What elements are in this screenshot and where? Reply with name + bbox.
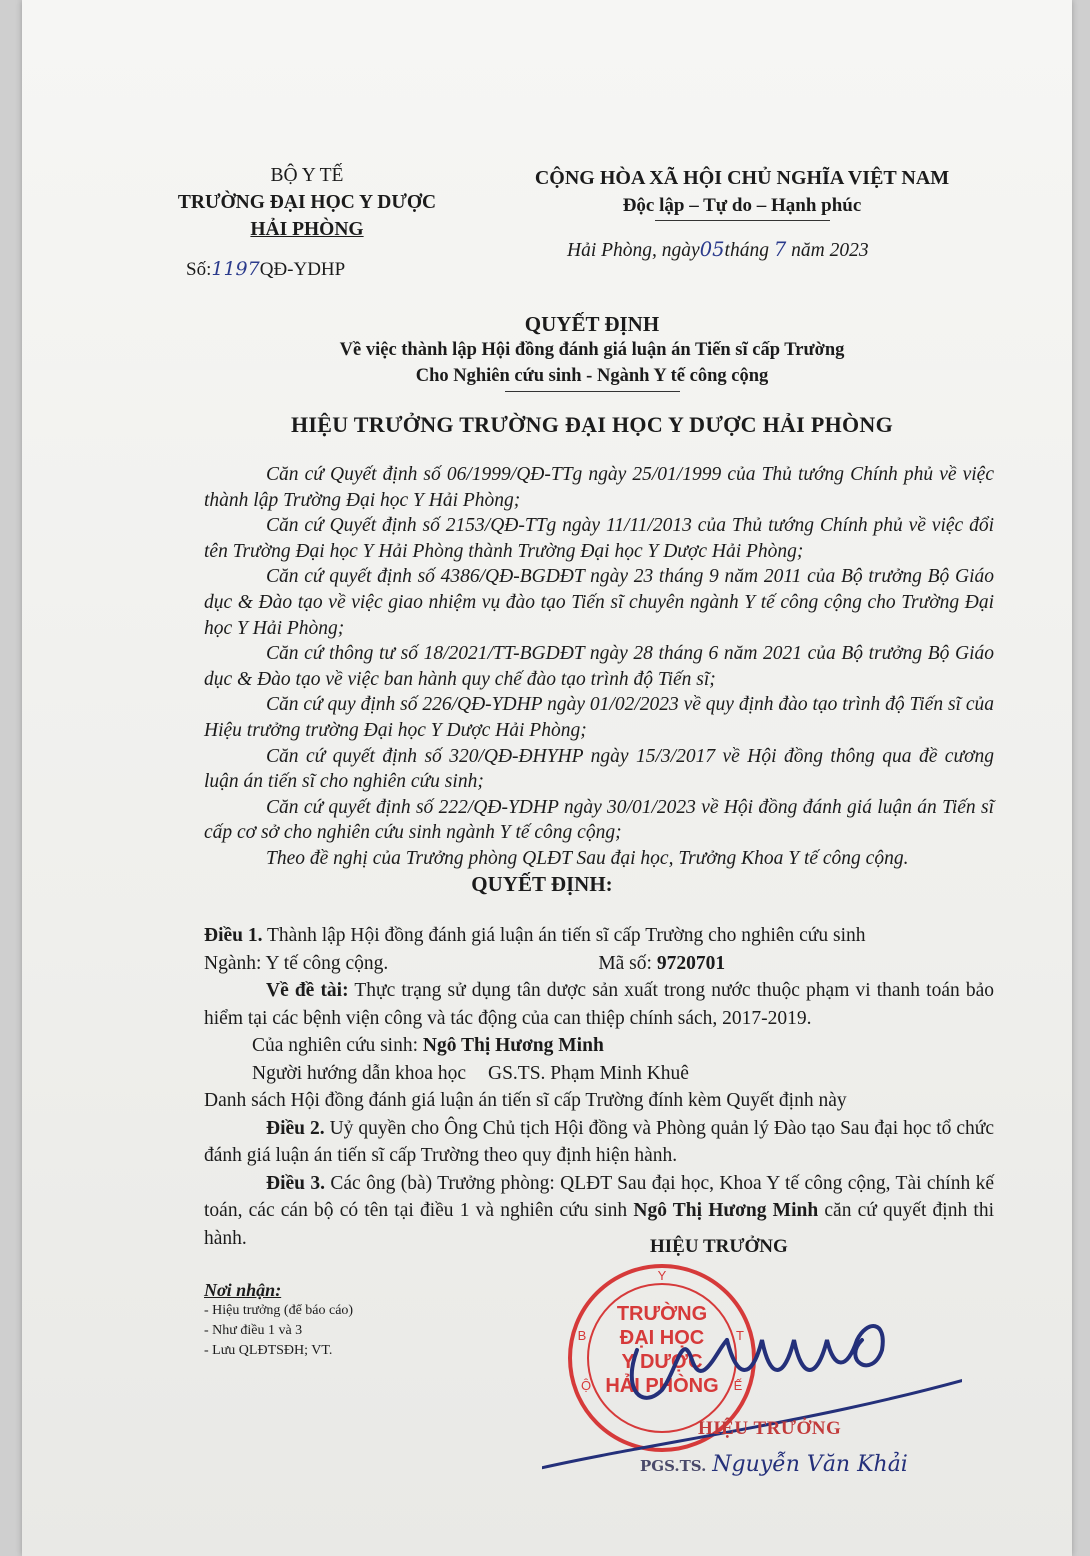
article-3-text: Các ông (bà) Trưởng phòng: QLĐT Sau đại học, Khoa Y tế công cộng, Tài chính kế toán, các cán bộ có tên tại điều 1 và nghiên cứu sinh xyxy=(204,1172,995,1221)
article-3-candidate: Ngô Thị Hương Minh xyxy=(633,1200,819,1221)
supervisor-label: Người hướng dẫn khoa học xyxy=(252,1062,466,1084)
school-name-line2: HẢI PHÒNG xyxy=(250,219,364,240)
school-name-line1: TRƯỜNG ĐẠI HỌC Y DƯỢC xyxy=(177,192,437,213)
legal-basis-item: Căn cứ quyết định số 320/QĐ-ĐHYHP ngày 15/3/2017 về Hội đồng thông qua đề cương luận án tiến sĩ cho nghiên cứu sinh; xyxy=(204,745,994,793)
candidate-name: Ngô Thị Hương Minh xyxy=(422,1035,604,1056)
svg-text:Y: Y xyxy=(657,1268,667,1283)
document-subject-line1: Về việc thành lập Hội đồng đánh giá luận án Tiến sĩ cấp Trường xyxy=(339,340,845,360)
document-subject-line2: Cho Nghiên cứu sinh - Ngành Y tế công cộng xyxy=(415,366,769,386)
article-2 xyxy=(204,1115,994,1170)
legal-basis-item: Căn cứ thông tư số 18/2021/TT-BGDĐT ngày 28 tháng 6 năm 2021 của Bộ trưởng Bộ Giáo dục & Đào tạo về việc ban hành quy chế đào tạo trình độ Tiến sĩ; xyxy=(204,643,994,690)
candidate-line xyxy=(204,1032,994,1060)
decision-heading: QUYẾT ĐỊNH: xyxy=(471,872,613,896)
document-page xyxy=(22,0,1072,1556)
svg-text:HẢI PHÒNG: HẢI PHÒNG xyxy=(605,1375,719,1397)
republic-name: CỘNG HÒA XÃ HỘI CHỦ NGHĨA VIỆT NAM xyxy=(534,167,950,189)
recipients-block xyxy=(204,1280,353,1361)
recipient-item: - Hiệu trưởng (để báo cáo) xyxy=(204,1303,354,1318)
ministry-name: BỘ Y TẾ xyxy=(270,165,344,186)
national-header xyxy=(502,164,982,221)
date-day: 05 xyxy=(699,238,725,261)
date-year: năm 2023 xyxy=(791,240,869,261)
article-1-label: Điều 1. xyxy=(204,925,263,946)
issuing-authority: HIỆU TRƯỞNG TRƯỜNG ĐẠI HỌC Y DƯỢC HẢI PHÒNG xyxy=(290,412,894,437)
committee-list-note: Danh sách Hội đồng đánh giá luận án tiến sĩ cấp Trường đính kèm Quyết định này xyxy=(204,1090,847,1111)
doc-no-prefix: Số: xyxy=(186,259,212,280)
svg-text:B: B xyxy=(577,1328,587,1343)
legal-basis-item: Theo đề nghị của Trưởng phòng QLĐT Sau đại học, Trưởng Khoa Y tế công cộng. xyxy=(266,847,909,869)
code-label: Mã số: xyxy=(598,952,657,974)
major-code: 9720701 xyxy=(656,952,726,974)
doc-no-suffix: QĐ-YDHP xyxy=(259,259,346,280)
major-line xyxy=(204,950,994,978)
recipient-item: - Lưu QLĐTSĐH; VT. xyxy=(204,1343,333,1358)
signer-title: HIỆU TRƯỞNG xyxy=(650,1236,788,1257)
supervisor-line xyxy=(204,1060,994,1088)
issuer-block xyxy=(162,162,452,243)
supervisor-name: GS.TS. Phạm Minh Khuê xyxy=(487,1062,689,1084)
article-1-text: Thành lập Hội đồng đánh giá luận án tiến sĩ cấp Trường cho nghiên cứu sinh xyxy=(262,925,866,946)
legal-basis-item: Căn cứ Quyết định số 2153/QĐ-TTg ngày 11/11/2013 của Thủ tướng Chính phủ về việc đổi tên Trường Đại học Y Hải Phòng thành Trường Đại học Y Dược Hải Phòng; xyxy=(204,515,994,562)
national-motto: Độc lập – Tự do – Hạnh phúc xyxy=(622,195,862,216)
legal-basis-item: Căn cứ Quyết định số 06/1999/QĐ-TTg ngày 25/01/1999 của Thủ tướng Chính phủ về việc thành lập Trường Đại học Y Hải Phòng; xyxy=(204,464,994,511)
legal-bases xyxy=(204,462,994,872)
signer-full-name: Nguyễn Văn Khải xyxy=(712,1452,908,1477)
major-name: Ngành: Y tế công cộng. xyxy=(204,952,389,974)
doc-no-handwritten: 1197 xyxy=(211,258,260,280)
subject-underline xyxy=(505,391,680,392)
svg-text:Y DƯỢC: Y DƯỢC xyxy=(621,1351,703,1373)
date-month: 7 xyxy=(773,238,787,261)
legal-basis-item: Căn cứ quyết định số 222/QĐ-YDHP ngày 30/01/2023 về Hội đồng đánh giá luận án Tiến sĩ cấp cơ sở cho nghiên cứu sinh ngành Y tế công cộng; xyxy=(204,796,994,844)
document-title: QUYẾT ĐỊNH xyxy=(524,312,660,336)
thesis-topic-text: Thực trạng sử dụng tân dược sản xuất trong nước thuộc phạm vi thanh toán bảo hiểm tại các bệnh viện công và tác động của can thiệp chính sách, 2017-2019. xyxy=(204,980,994,1029)
date-month-label: tháng xyxy=(724,240,769,261)
article-3-end: căn cứ quyết định thi hành. xyxy=(204,1200,994,1249)
svg-text:T: T xyxy=(736,1328,744,1343)
svg-text:Ế: Ế xyxy=(733,1378,743,1393)
title-block xyxy=(142,312,1042,438)
signer-name xyxy=(640,1452,908,1477)
svg-text:ĐẠI HỌC: ĐẠI HỌC xyxy=(619,1327,705,1349)
article-2-label: Điều 2. xyxy=(266,1117,325,1139)
article-2-text: Uỷ quyền cho Ông Chủ tịch Hội đồng và Phòng quản lý Đào tạo Sau đại học tổ chức đánh giá luận án tiến sĩ cấp Trường theo quy định hiện hành. xyxy=(204,1117,994,1166)
recipients-label: Nơi nhận: xyxy=(204,1280,282,1300)
legal-basis-item: Căn cứ quyết định số 4386/QĐ-BGDĐT ngày 23 tháng 9 năm 2011 của Bộ trưởng Bộ Giáo dục & Đào tạo về việc giao nhiệm vụ đào tạo Tiến sĩ chuyên ngành Y tế công cộng cho Trường Đại học Y Hải Phòng; xyxy=(204,566,994,639)
article-1 xyxy=(204,922,994,950)
candidate-label: Của nghiên cứu sinh: xyxy=(252,1035,423,1056)
legal-basis-item: Căn cứ quy định số 226/QĐ-YDHP ngày 01/02/2023 về quy định đào tạo trình độ Tiến sĩ của Hiệu trưởng trường Đại học Y Dược Hải Phòng; xyxy=(204,694,994,741)
thesis-topic xyxy=(204,977,994,1032)
thesis-topic-label: Về đề tài: xyxy=(266,980,349,1001)
decision-body xyxy=(204,922,994,1252)
recipient-item: - Như điều 1 và 3 xyxy=(204,1323,303,1338)
official-stamp-and-signature xyxy=(542,1240,962,1480)
document-number xyxy=(186,258,345,281)
date-prefix: Hải Phòng, ngày xyxy=(567,240,700,261)
motto-underline xyxy=(655,220,830,221)
article-3-label: Điều 3. xyxy=(266,1172,326,1194)
date-line xyxy=(567,238,869,262)
svg-text:Ộ: Ộ xyxy=(580,1378,592,1393)
svg-text:TRƯỜNG: TRƯỜNG xyxy=(616,1303,708,1325)
stamp-signer-title: HIỆU TRƯỞNG xyxy=(698,1418,842,1439)
signer-degree: PGS.TS. xyxy=(640,1457,707,1475)
